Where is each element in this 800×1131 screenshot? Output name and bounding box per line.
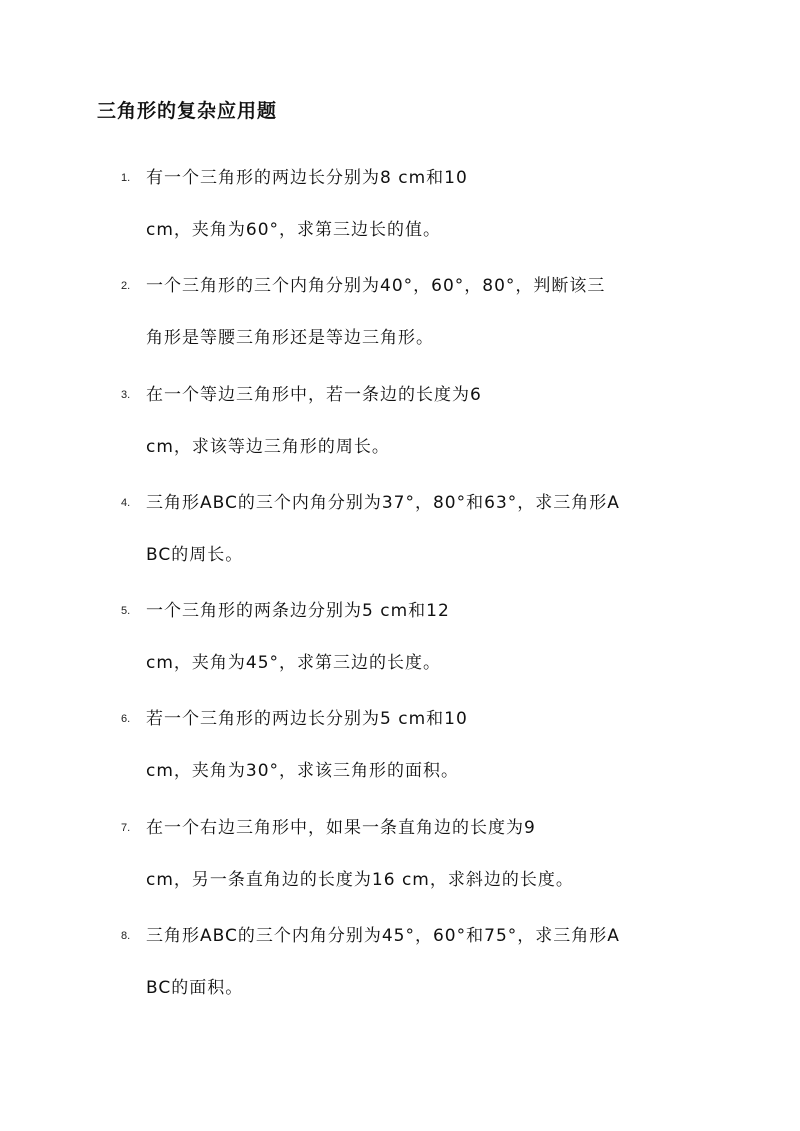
- question-number: 6.: [121, 713, 131, 726]
- question-list: [0, 155, 800, 1021]
- question-item: [0, 588, 800, 696]
- question-number: 5.: [121, 605, 131, 618]
- page-title: 三角形的复杂应用题: [97, 100, 278, 122]
- question-text-line-1: 在一个右边三角形中，如果一条直角边的长度为9: [146, 817, 536, 838]
- question-number: 7.: [121, 821, 131, 834]
- question-text-line-2: BC的面积。: [146, 978, 244, 999]
- question-item: [0, 805, 800, 913]
- question-text-line-2: BC的周长。: [146, 544, 244, 565]
- question-item: [0, 263, 800, 371]
- question-text-line-2: 角形是等腰三角形还是等边三角形。: [146, 328, 434, 349]
- question-number: 1.: [121, 172, 131, 184]
- question-item: [0, 696, 800, 804]
- question-text-line-1: 三角形ABC的三个内角分别为45°，60°和75°，求三角形A: [146, 926, 620, 947]
- question-text-line-1: 在一个等边三角形中，若一条边的长度为6: [146, 384, 482, 405]
- question-item: [0, 913, 800, 1021]
- question-item: [0, 155, 800, 263]
- question-number: 3.: [121, 388, 131, 401]
- question-text-line-1: 一个三角形的三个内角分别为40°，60°，80°，判断该三: [146, 276, 606, 297]
- question-text-line-1: 有一个三角形的两边长分别为8 cm和10: [146, 168, 468, 188]
- question-text-line-2: cm，另一条直角边的长度为16 cm，求斜边的长度。: [146, 869, 574, 890]
- question-text-line-2: cm，夹角为30°，求该三角形的面积。: [146, 761, 460, 782]
- question-number: 4.: [121, 496, 131, 509]
- question-number: 2.: [121, 280, 131, 293]
- question-text-line-2: cm，求该等边三角形的周长。: [146, 436, 390, 457]
- question-text-line-1: 若一个三角形的两边长分别为5 cm和10: [146, 709, 468, 730]
- question-text-line-1: 一个三角形的两条边分别为5 cm和12: [146, 601, 450, 622]
- question-item: [0, 480, 800, 588]
- question-number: 8.: [121, 930, 131, 943]
- question-item: [0, 372, 800, 480]
- question-text-line-2: cm，夹角为45°，求第三边的长度。: [146, 653, 442, 674]
- question-text-line-2: cm，夹角为60°，求第三边长的值。: [146, 220, 442, 240]
- question-text-line-1: 三角形ABC的三个内角分别为37°，80°和63°，求三角形A: [146, 492, 620, 513]
